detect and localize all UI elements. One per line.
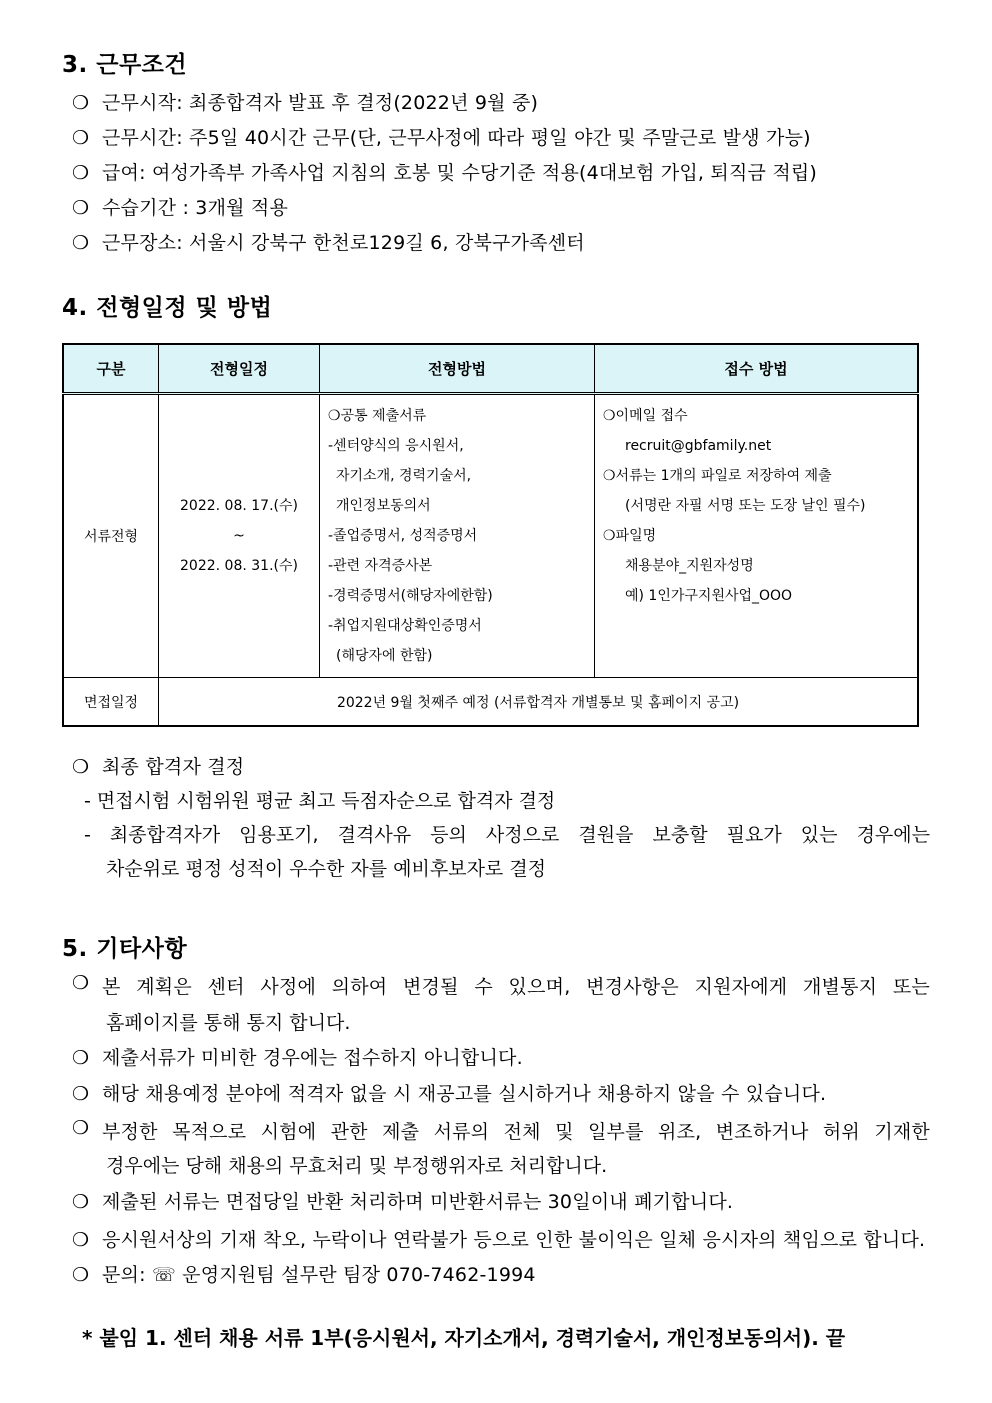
doc-screening-method: ❍공통 제출서류 -센터양식의 응시원서, 자기소개, 경력기술서, 개인정보동의서 -졸업증명서, 성적증명서 -관련 자격증사본 -경력증명서(해당자에한함) -취업지원대상확인증명서 (해당자에 한함) — [320, 394, 595, 678]
work-start-item: ❍ 근무시작: 최종합격자 발표 후 결정(2022년 9월 중) — [72, 92, 539, 114]
final-decision-sub2: - 최종합격자가 임용포기, 결격사유 등의 사정으로 결원을 보충할 필요가 있는 경우에는 — [84, 824, 930, 846]
contact-item: ❍ 문의: ☏ 운영지원팀 설무란 팀장 070-7462-1994 — [72, 1264, 536, 1286]
notice-item-5: ❍ 제출된 서류는 면접당일 반환 처리하며 미반환서류는 30일이내 폐기합니다. — [72, 1191, 734, 1213]
final-decision-item: ❍ 최종 합격자 결정 — [72, 756, 245, 778]
table-row — [63, 394, 918, 678]
probation-item: ❍ 수습기간 : 3개월 적용 — [72, 197, 289, 219]
header-receipt: 접수 방법 — [595, 344, 919, 394]
notice-item-1: ❍ 본 계획은 센터 사정에 의하여 변경될 수 있으며, 변경사항은 지원자에게 개별통지 또는 — [72, 972, 930, 998]
work-hours-item: ❍ 근무시간: 주5일 40시간 근무(단, 근무사정에 따라 평일 야간 및 주말근로 발생 가능) — [72, 127, 811, 149]
salary-item: ❍ 급여: 여성가족부 가족사업 지침의 호봉 및 수당기준 적용(4대보험 가입, 퇴직금 적립) — [72, 162, 818, 184]
doc-screening-label: 서류전형 — [63, 394, 159, 678]
section-5-title: 5. 기타사항 — [62, 936, 188, 962]
final-decision-sub2-cont: 차순위로 평정 성적이 우수한 자를 예비후보자로 결정 — [106, 858, 547, 880]
work-location-item: ❍ 근무장소: 서울시 강북구 한천로129길 6, 강북구가족센터 — [72, 232, 585, 254]
notice-item-4-cont: 경우에는 당해 채용의 무효처리 및 부정행위자로 처리합니다. — [106, 1155, 608, 1177]
attachment-note: * 붙임 1. 센터 채용 서류 1부(응시원서, 자기소개서, 경력기술서, 개인정보동의서). 끝 — [82, 1326, 846, 1350]
header-category: 구분 — [63, 344, 159, 394]
doc-screening-receipt: ❍이메일 접수 recruit@gbfamily.net ❍서류는 1개의 파일로 저장하여 제출 (서명란 자필 서명 또는 도장 날인 필수) ❍파일명 채용분야_지원자성명 예) 1인가구지원사업_OOO — [595, 394, 919, 678]
table-header-row — [63, 344, 918, 394]
interview-label: 면접일정 — [63, 678, 159, 727]
notice-item-4: ❍ 부정한 목적으로 시험에 관한 제출 서류의 전체 및 일부를 위조, 변조하거나 허위 기재한 — [72, 1117, 930, 1143]
header-schedule: 전형일정 — [159, 344, 320, 394]
notice-item-1-cont: 홈페이지를 통해 통지 합니다. — [106, 1012, 351, 1034]
interview-schedule: 2022년 9월 첫째주 예정 (서류합격자 개별통보 및 홈페이지 공고) — [159, 678, 919, 727]
schedule-table — [62, 343, 919, 727]
notice-item-2: ❍ 제출서류가 미비한 경우에는 접수하지 아니합니다. — [72, 1047, 523, 1069]
header-method: 전형방법 — [320, 344, 595, 394]
doc-screening-dates: 2022. 08. 17.(수) ~ 2022. 08. 31.(수) — [159, 394, 320, 678]
final-decision-sub1: - 면접시험 시험위원 평균 최고 득점자순으로 합격자 결정 — [84, 790, 556, 812]
section-4-title: 4. 전형일정 및 방법 — [62, 295, 273, 321]
section-3-title: 3. 근무조건 — [62, 52, 188, 78]
notice-item-3: ❍ 해당 채용예정 분야에 적격자 없을 시 재공고를 실시하거나 채용하지 않을 수 있습니다. — [72, 1083, 827, 1105]
table-row — [63, 678, 918, 727]
notice-item-6: ❍ 응시원서상의 기재 착오, 누락이나 연락불가 등으로 인한 불이익은 일체 응시자의 책임으로 합니다. — [72, 1229, 926, 1251]
